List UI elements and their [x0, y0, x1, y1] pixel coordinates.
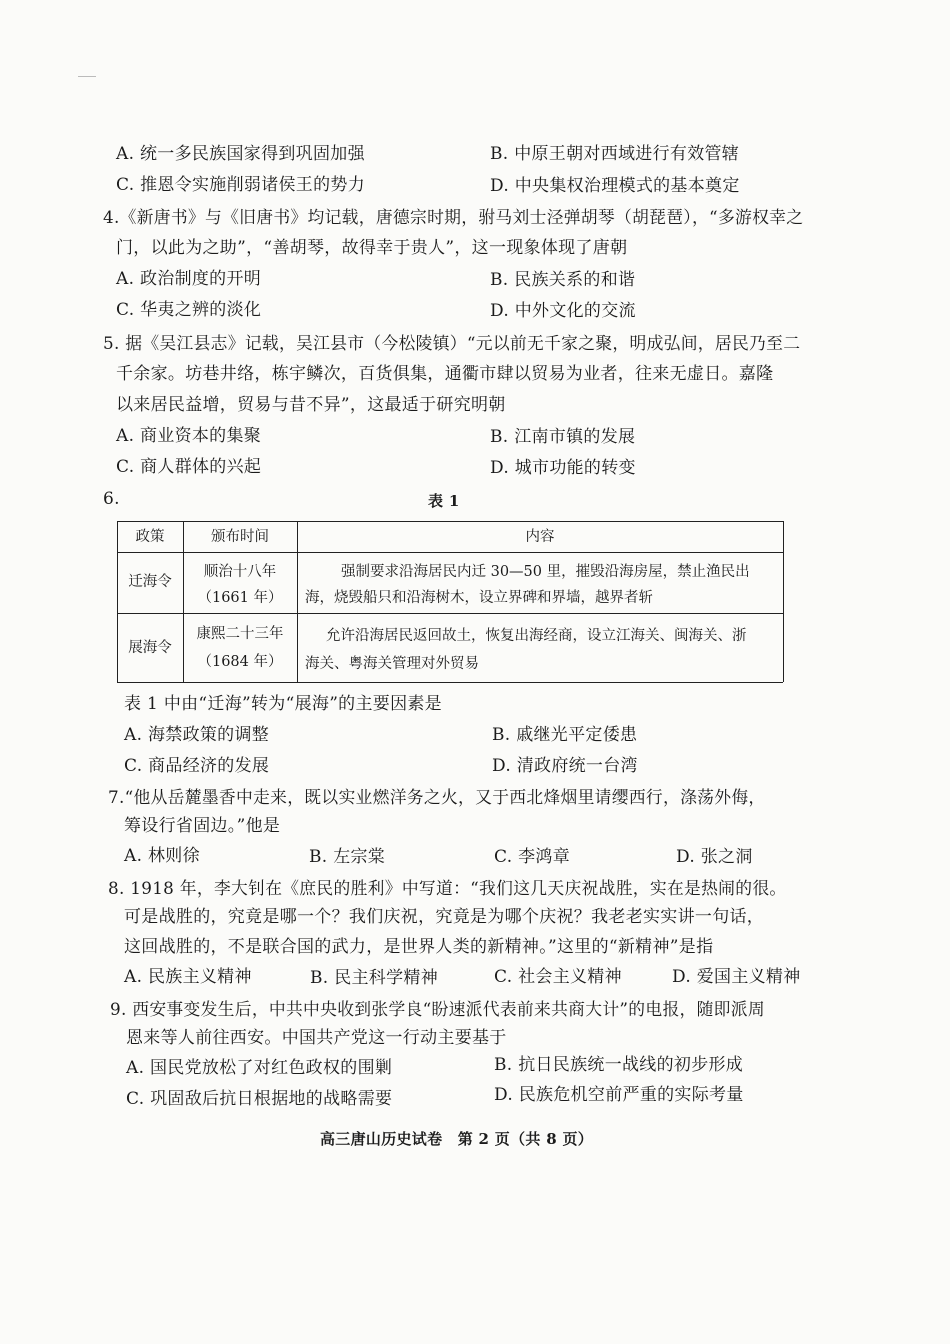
q9-stem-line2: 恩来等人前往西安。中国共产党这一行动主要基于: [126, 1028, 507, 1048]
q4-stem-line1: 4.《新唐书》与《旧唐书》均记载，唐德宗时期，驸马刘士泾弹胡琴（胡琵琶），“多游权幸之: [103, 207, 804, 227]
table-cell-content: 允许沿海居民返回故土，恢复出海经商，设立江海关、闽海关、浙: [326, 628, 747, 644]
table-cell-time: 康熙二十三年: [196, 626, 284, 642]
table-cell-content: 海，烧毁船只和沿海树木，设立界碑和界墙，越界者斩: [305, 590, 653, 606]
q7-option-b: B. 左宗棠: [309, 847, 386, 867]
q7-stem-line2: 筹设行省固边。”他是: [124, 816, 281, 836]
q4-option-b: B. 民族关系的和谐: [490, 270, 636, 290]
q3-option-b: B. 中原王朝对西域进行有效管辖: [490, 144, 740, 164]
q9-option-c: C. 巩固敌后抗日根据地的战略需要: [126, 1089, 393, 1109]
q8-option-c: C. 社会主义精神: [494, 967, 622, 987]
q5-option-d: D. 城市功能的转变: [490, 458, 636, 478]
q9-option-a: A. 国民党放松了对红色政权的围剿: [126, 1058, 393, 1078]
q9-stem-line1: 9. 西安事变发生后，中共中央收到张学良“盼速派代表前来共商大计”的电报，随即派周: [110, 999, 765, 1019]
table-cell-policy: 展海令: [128, 640, 172, 656]
q4-stem-line2: 门，以此为之助”，“善胡琴，故得幸于贵人”，这一现象体现了唐朝: [116, 238, 628, 258]
q5-stem-line1: 5. 据《吴江县志》记载，吴江县市（今松陵镇）“元以前无千家之聚，明成弘间，居民乃至二: [103, 333, 801, 353]
q7-option-a: A. 林则徐: [124, 846, 200, 866]
table-cell-time: （1661 年）: [197, 590, 283, 606]
q6-option-d: D. 清政府统一台湾: [492, 756, 638, 776]
table-cell-time: 顺治十八年: [203, 564, 277, 580]
q5-option-c: C. 商人群体的兴起: [116, 457, 262, 477]
q8-stem-line3: 这回战胜的，不是联合国的武力，是世界人类的新精神。”这里的“新精神”是指: [124, 937, 714, 957]
q7-option-d: D. 张之洞: [676, 847, 753, 867]
q8-stem-line2: 可是战胜的，究竟是哪一个？我们庆祝，究竟是为哪个庆祝？我老老实实讲一句话，: [124, 907, 765, 927]
table-header-time: 颁布时间: [211, 529, 269, 545]
q3-option-a: A. 统一多民族国家得到巩固加强: [116, 144, 365, 164]
table-header-policy: 政策: [135, 529, 165, 545]
q4-option-a: A. 政治制度的开明: [116, 269, 262, 289]
table-cell-content: 海关、粤海关管理对外贸易: [305, 656, 479, 672]
q4-option-d: D. 中外文化的交流: [490, 301, 636, 321]
table-header-content: 内容: [525, 529, 555, 545]
q9-option-d: D. 民族危机空前严重的实际考量: [494, 1085, 744, 1105]
q6-number: 6.: [103, 489, 120, 509]
q8-stem-line1: 8. 1918 年，李大钊在《庶民的胜利》中写道：“我们这几天庆祝战胜，实在是热闹的很。: [108, 878, 787, 898]
scan-mark: [78, 76, 96, 77]
table-cell-content: 强制要求沿海居民内迁 30—50 里，摧毁沿海房屋，禁止渔民出: [341, 564, 750, 580]
q7-stem-line1: 7.“他从岳麓墨香中走来，既以实业燃洋务之火，又于西北烽烟里请缨西行，涤荡外侮，: [108, 787, 766, 807]
q6-table-title: 表 1: [428, 492, 460, 510]
q5-option-b: B. 江南市镇的发展: [490, 427, 636, 447]
q4-option-c: C. 华夷之辨的淡化: [116, 300, 262, 320]
q6-option-a: A. 海禁政策的调整: [124, 725, 270, 745]
q6-stem: 表 1 中由“迁海”转为“展海”的主要因素是: [124, 694, 442, 714]
q8-option-b: B. 民主科学精神: [310, 968, 438, 988]
page-footer: 高三唐山历史试卷 第 2 页（共 8 页）: [320, 1130, 594, 1148]
q5-stem-line2: 千余家。坊巷井络，栋宇鳞次，百货俱集，通衢市肆以贸易为业者，往来无虚日。嘉隆: [116, 364, 774, 384]
q9-option-b: B. 抗日民族统一战线的初步形成: [494, 1055, 744, 1075]
table-cell-policy: 迁海令: [128, 574, 172, 590]
q8-option-d: D. 爱国主义精神: [672, 967, 801, 987]
q3-option-c: C. 推恩令实施削弱诸侯王的势力: [116, 175, 366, 195]
q7-option-c: C. 李鸿章: [494, 847, 571, 867]
table-cell-time: （1684 年）: [197, 654, 283, 670]
q3-option-d: D. 中央集权治理模式的基本奠定: [490, 176, 740, 196]
q6-option-b: B. 戚继光平定倭患: [492, 725, 638, 745]
q5-option-a: A. 商业资本的集聚: [116, 426, 262, 446]
q8-option-a: A. 民族主义精神: [124, 967, 252, 987]
q5-stem-line3: 以来居民益增，贸易与昔不异”，这最适于研究明朝: [116, 395, 506, 415]
q6-option-c: C. 商品经济的发展: [124, 756, 270, 776]
